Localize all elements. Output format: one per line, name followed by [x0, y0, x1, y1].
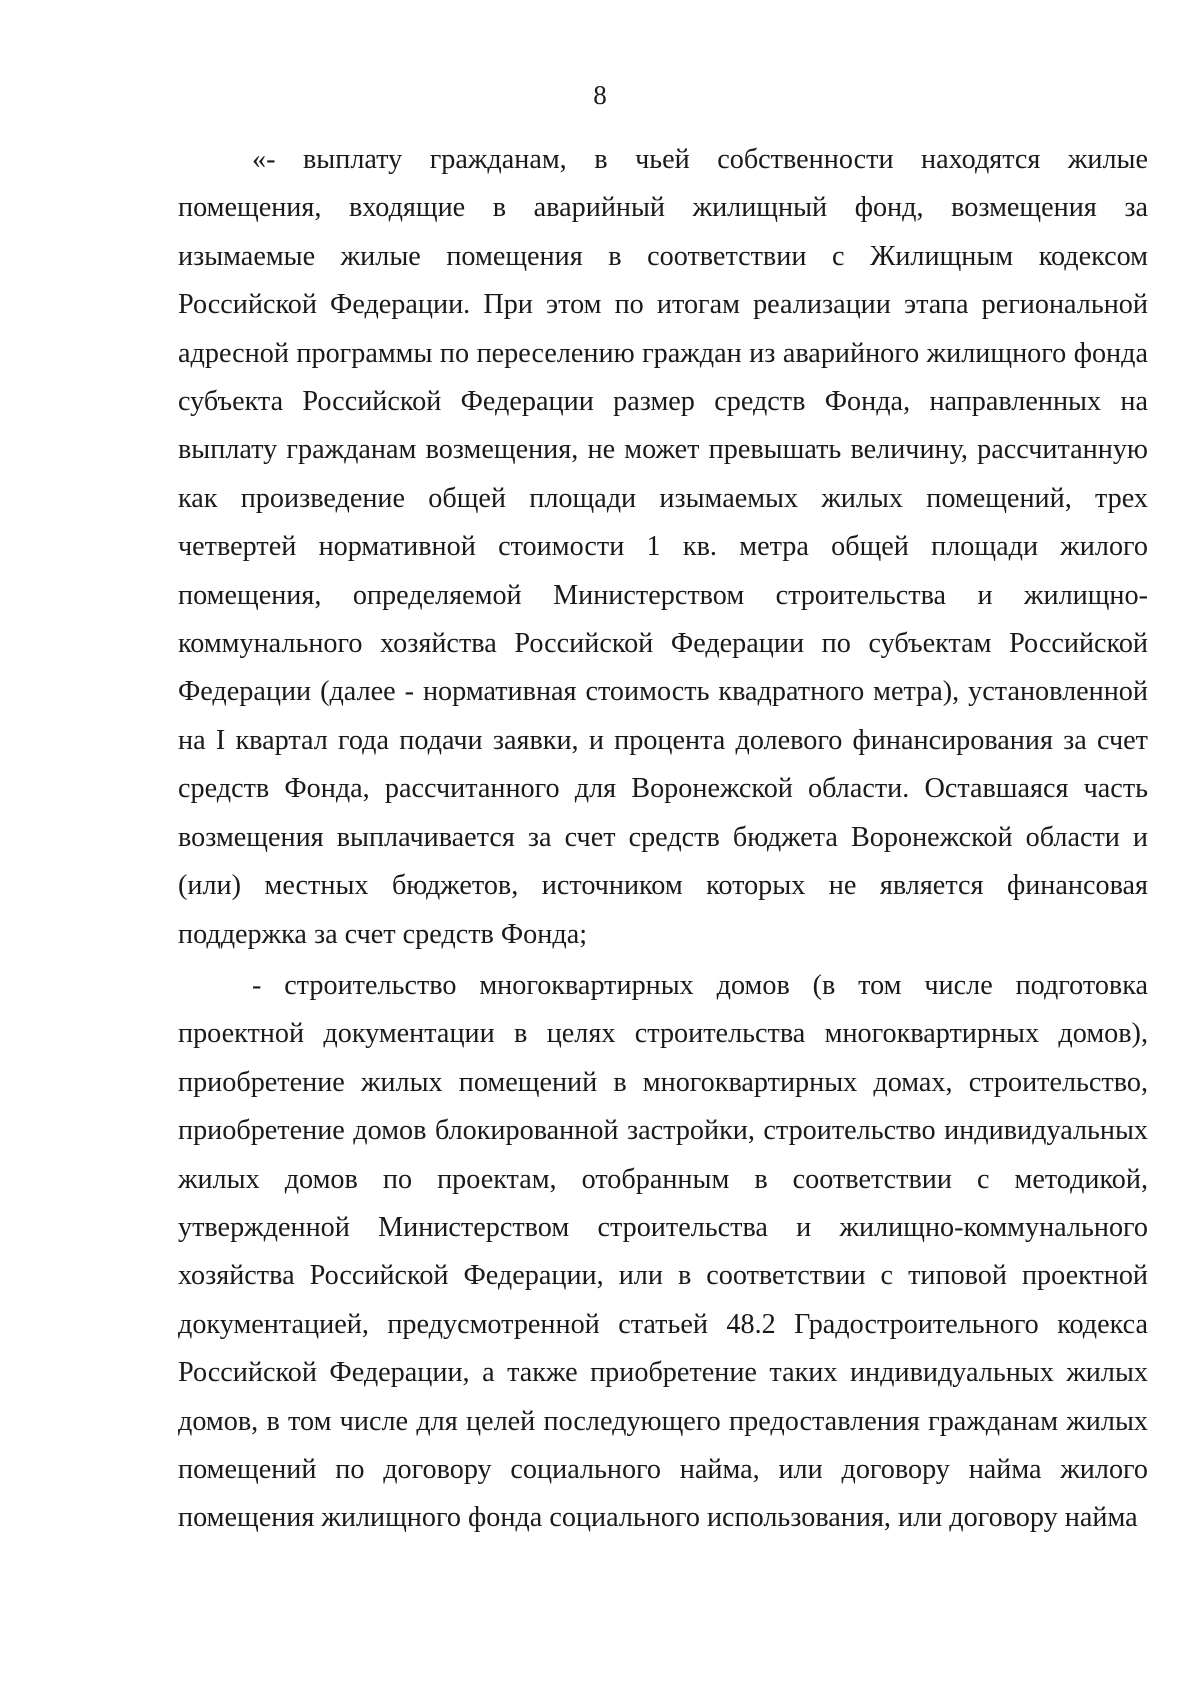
paragraph-construction: - строительство многоквартирных домов (в том числе подготовка проектной документации в целях строительства многоквартирных домов), приобретение жилых помещений в многоквартирных домах, строительство, приобретение домов блокированной застройки, строительство индивидуальных жилых домов по проектам, отобранным в соответствии с методикой, утвержденной Министерством строительства и жилищно-коммунального хозяйства Российской Федерации, или в соответствии с типовой проектной документацией, предусмотренной статьей 48.2 Градостроительного кодекса Российской Федерации, а также приобретение таких индивидуальных жилых домов, в том числе для целей последующего предоставления гражданам жилых помещений по договору социального найма, или договору найма жилого помещения жилищного фонда социального использования, или договору найма: [178, 969, 1148, 1534]
paragraph-compensation-payment: «- выплату гражданам, в чьей собственности находятся жилые помещения, входящие в аварийный жилищный фонд, возмещения за изымаемые жилые помещения в соответствии с Жилищным кодексом Российской Федерации. При этом по итогам реализации этапа региональной адресной программы по переселению граждан из аварийного жилищного фонда субъекта Российской Федерации размер средств Фонда, направленных на выплату гражданам возмещения, не может превышать величину, рассчитанную как произведение общей площади изымаемых жилых помещений, трех четвертей нормативной стоимости 1 кв. метра общей площади жилого помещения, определяемой Министерством строительства и жилищно-коммунального хозяйства Российской Федерации по субъектам Российской Федерации (далее - нормативная стоимость квадратного метра), установленной на I квартал года подачи заявки, и процента долевого финансирования за счет средств Фонда, рассчитанного для Воронежской области. Оставшаяся часть возмещения выплачивается за счет средств бюджета Воронежской области и (или) местных бюджетов, источником которых не является финансовая поддержка за счет средств Фонда;: [178, 144, 1148, 950]
document-body: [178, 136, 1148, 1546]
page-number: 8: [593, 80, 607, 110]
